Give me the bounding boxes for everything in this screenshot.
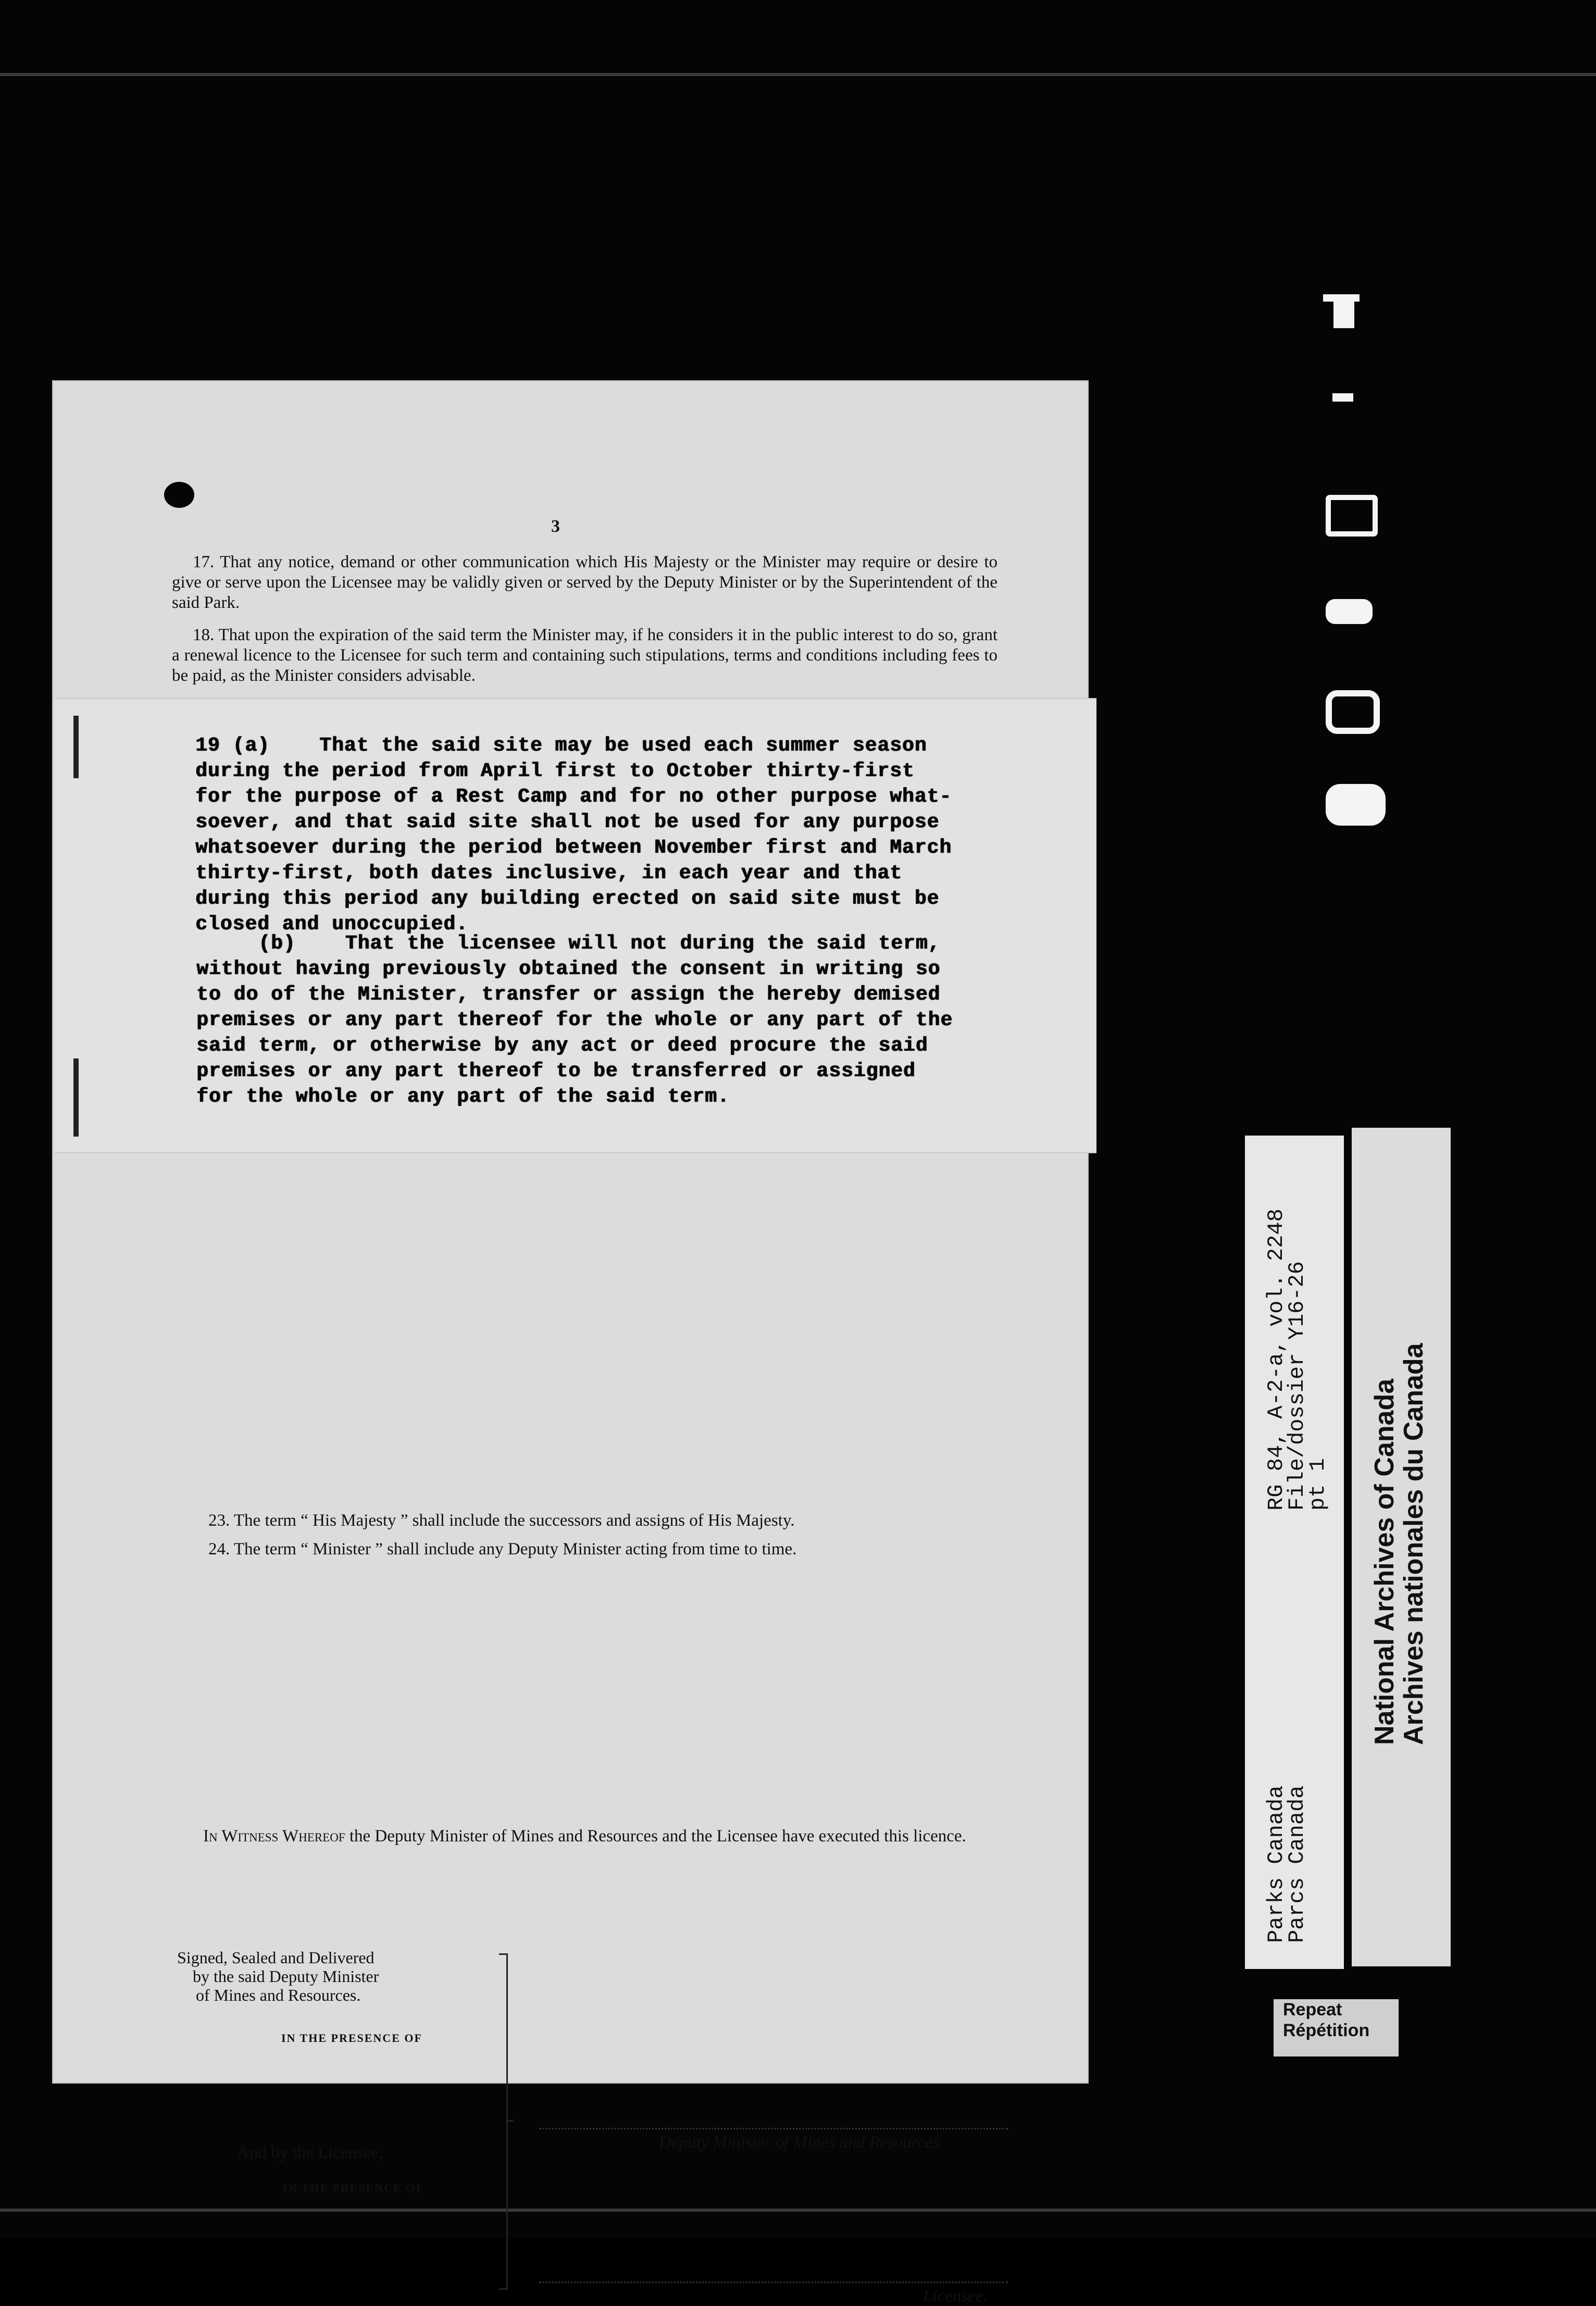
signed-line: of Mines and Resources.	[196, 1986, 361, 2004]
in-presence-label: IN THE PRESENCE OF	[283, 2182, 424, 2195]
repeat-tag	[1274, 1999, 1399, 2056]
typed-line: without having previously obtained the consent in writing so	[196, 958, 941, 980]
repeat-line: Repeat	[1283, 2000, 1342, 2020]
frame-mark	[1326, 599, 1373, 624]
clause-24: 24. The term “ Minister ” shall include any Deputy Minister acting from time to time.	[208, 1540, 797, 1559]
typed-line: during this period any building erected on said site must be	[195, 888, 940, 910]
page-number: 3	[551, 517, 560, 536]
signed-block	[177, 1948, 379, 2004]
clause-17: 17. That any notice, demand or other communication which His Majesty or the Minister may require or desire to give or serve upon the Licensee may be validly given or served by the Deputy Minister or by the Superintendent of the said Park.	[172, 553, 998, 612]
deputy-signature-label: Deputy Minister of Mines and Resources.	[659, 2133, 944, 2152]
archive-reference-text	[1266, 1208, 1328, 1511]
archives-line: National Archives of Canada	[1369, 1378, 1400, 1745]
clause-23: 23. The term “ His Majesty ” shall include the successors and assigns of His Majesty.	[208, 1511, 795, 1530]
clause-18: 18. That upon the expiration of the said term the Minister may, if he considers it in the public interest to do so, grant a renewal licence to the Licensee for such term and containing such stipulations, terms and conditions including fees to be paid, as the Minister considers advisable.	[172, 626, 998, 685]
witness-text: the Deputy Minister of Mines and Resources and the Licensee have executed this licence.	[345, 1827, 966, 1846]
frame-mark	[1332, 393, 1353, 402]
staple	[73, 716, 79, 778]
document-page	[52, 380, 1089, 2305]
punch-hole	[164, 482, 194, 508]
signature-bracket	[499, 1953, 508, 2290]
typed-line: to do of the Minister, transfer or assign the hereby demised	[196, 983, 941, 1006]
reference-line: RG 84, A-2-a, vol. 2248	[1264, 1208, 1289, 1511]
film-edge-top	[0, 73, 1596, 76]
typed-line: premises or any part thereof for the whole or any part of the	[196, 1009, 953, 1031]
parks-canada-text	[1264, 1785, 1310, 1943]
typed-line: for the purpose of a Rest Camp and for no other purpose what-	[195, 786, 952, 808]
staple	[73, 1058, 79, 1137]
witness-clause	[182, 1826, 1008, 1847]
parks-line: Parks Canada	[1264, 1785, 1289, 1943]
national-archives-text	[1370, 1343, 1428, 1745]
pasted-amendment-slip	[55, 698, 1096, 1153]
in-presence-label: IN THE PRESENCE OF	[281, 2031, 422, 2045]
typed-line: 19 (a) That the said site may be used each summer season	[195, 734, 927, 757]
typed-line: closed and unoccupied.	[195, 913, 468, 936]
typed-line: during the period from April first to October thirty-first	[195, 760, 915, 782]
clause-19b	[196, 931, 953, 1110]
signature-bracket-tip	[506, 2120, 514, 2122]
frame-mark	[1326, 784, 1386, 826]
typed-line: whatsoever during the period between November first and March	[195, 837, 952, 859]
film-edge-bottom	[0, 2209, 1596, 2212]
by-licensee-label: And by the Licensee,	[237, 2143, 383, 2162]
clause-19a	[195, 733, 952, 937]
signed-line: Signed, Sealed and Delivered	[177, 1948, 375, 1967]
repeat-line: Répétition	[1283, 2021, 1370, 2040]
archives-line: Archives nationales du Canada	[1399, 1343, 1429, 1745]
typed-line: (b) That the licensee will not during the said term,	[196, 932, 941, 955]
licensee-signature-line	[539, 2282, 1008, 2283]
typed-line: premises or any part thereof to be transferred or assigned	[196, 1060, 916, 1082]
signed-line: by the said Deputy Minister	[193, 1967, 379, 1986]
frame-mark	[1326, 495, 1378, 537]
reference-line: pt 1	[1305, 1458, 1330, 1511]
frame-mark	[1326, 690, 1380, 734]
licensee-signature-label: Licensee.	[923, 2287, 988, 2305]
typed-line: for the whole or any part of the said term.	[196, 1086, 730, 1108]
deputy-signature-line	[539, 2128, 1008, 2129]
frame-mark	[1333, 297, 1354, 328]
typed-line: said term, or otherwise by any act or deed procure the said	[196, 1034, 928, 1057]
typed-line: soever, and that said site shall not be used for any purpose	[195, 811, 940, 833]
typed-line: thirty-first, both dates inclusive, in each year and that	[195, 862, 902, 884]
parks-line: Parcs Canada	[1285, 1785, 1310, 1943]
reference-line: File/dossier Y16-26	[1285, 1261, 1310, 1511]
witness-heading: In Witness Whereof	[203, 1827, 345, 1846]
